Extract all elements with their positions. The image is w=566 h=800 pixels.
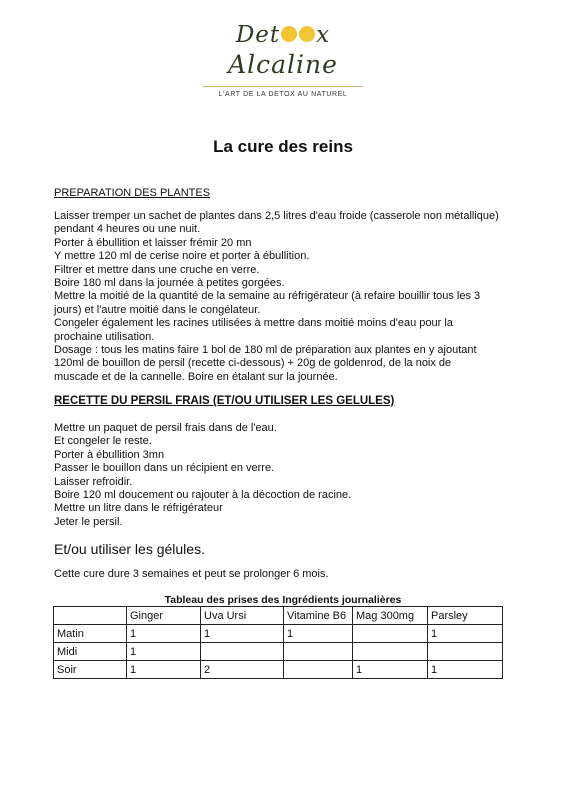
logo-text-det: Det (235, 22, 281, 48)
section-heading-preparation: PREPARATION DES PLANTES (54, 187, 211, 199)
table-cell: 1 (284, 625, 353, 643)
table-cell: 1 (127, 625, 201, 643)
table-row (54, 625, 503, 643)
text-line: Dosage : tous les matins faire 1 bol de 180 ml de préparation aux plantes en y ajoutant (54, 344, 477, 357)
table-cell: 1 (127, 661, 201, 679)
table-header-row (54, 607, 503, 625)
table-cell: 1 (127, 643, 201, 661)
table-cell (284, 643, 353, 661)
text-line: Laisser tremper un sachet de plantes dans 2,5 litres d'eau froide (casserole non métallique) (54, 210, 499, 222)
page-title: La cure des reins (213, 137, 353, 156)
text-line: Laisser refroidir. (54, 475, 133, 488)
table-row-label: Matin (54, 625, 127, 643)
table-cell (201, 643, 284, 661)
logo-text-x: x (316, 22, 331, 48)
text-line: muscade et de la cannelle. Boire en étalant sur la journée. (54, 370, 338, 383)
table-header-cell: Uva Ursi (201, 607, 284, 625)
table-cell: 1 (428, 661, 503, 679)
logo-wordmark-detox (0, 22, 566, 48)
table-cell: 1 (201, 625, 284, 643)
intake-table (53, 606, 503, 679)
table-cell: 1 (428, 625, 503, 643)
logo-tagline: L'ART DE LA DETOX AU NATUREL (218, 91, 348, 98)
table-row (54, 661, 503, 679)
text-line: Mettre un litre dans le réfrigérateur (54, 502, 223, 515)
text-line: 120ml de bouillon de persil (recette ci-dessous) + 20g de goldenrod, de la noix de (54, 357, 452, 370)
logo-wordmark-alcaline: Alcaline (228, 50, 338, 79)
table-cell (284, 661, 353, 679)
text-line: Boire 120 ml doucement ou rajouter à la décoction de racine. (54, 489, 352, 502)
table-header-cell: Vitamine B6 (284, 607, 353, 625)
cure-duration: Cette cure dure 3 semaines et peut se prolonger 6 mois. (54, 568, 329, 580)
text-line: Boire 180 ml dans la journée à petites gorgées. (54, 277, 285, 290)
text-line: Porter à ébullition et laisser frémir 20 mn (54, 236, 252, 249)
table-cell (428, 643, 503, 661)
text-line: Porter à ébullition 3mn (54, 448, 165, 461)
section-heading-persil: RECETTE DU PERSIL FRAIS (ET/OU UTILISER LES GELULES) (54, 395, 395, 407)
lemon-icon (281, 26, 297, 42)
table-cell: 2 (201, 661, 284, 679)
table-row-label: Midi (54, 643, 127, 661)
text-line: Mettre la moitié de la quantité de la semaine au réfrigérateur (à refaire bouillir tous les 3 (54, 290, 481, 303)
lemon-icon (299, 26, 315, 42)
table-cell: 1 (353, 661, 428, 679)
table-row (54, 643, 503, 661)
text-line: Jeter le persil. (54, 515, 123, 528)
persil-paragraph (54, 422, 524, 529)
text-line: prochaine utilisation. (54, 330, 155, 343)
text-line: Passer le bouillon dans un récipient en verre. (54, 462, 275, 475)
text-line: Et congeler le reste. (54, 435, 152, 448)
table-header-cell: Parsley (428, 607, 503, 625)
logo-divider (203, 86, 363, 87)
preparation-paragraph (54, 210, 524, 384)
table-cell (353, 625, 428, 643)
text-line: jours) et l'autre moitié dans le congélateur. (54, 303, 261, 316)
text-line: Congeler également les racines utilisées à mettre dans moitié moins d'eau pour la (54, 317, 453, 330)
table-cell (353, 643, 428, 661)
table-header-cell: Ginger (127, 607, 201, 625)
table-title: Tableau des prises des Ingrédients journalières (164, 594, 402, 606)
text-line: pendant 4 heures ou une nuit. (54, 223, 201, 236)
table-header-cell: Mag 300mg (353, 607, 428, 625)
text-line: Y mettre 120 ml de cerise noire et porter à ébullition. (54, 250, 310, 263)
gelules-note: Et/ou utiliser les gélules. (54, 541, 205, 557)
text-line: Mettre un paquet de persil frais dans de l'eau. (54, 422, 277, 434)
table-row-label: Soir (54, 661, 127, 679)
table-header-cell (54, 607, 127, 625)
text-line: Filtrer et mettre dans une cruche en verre. (54, 263, 260, 276)
